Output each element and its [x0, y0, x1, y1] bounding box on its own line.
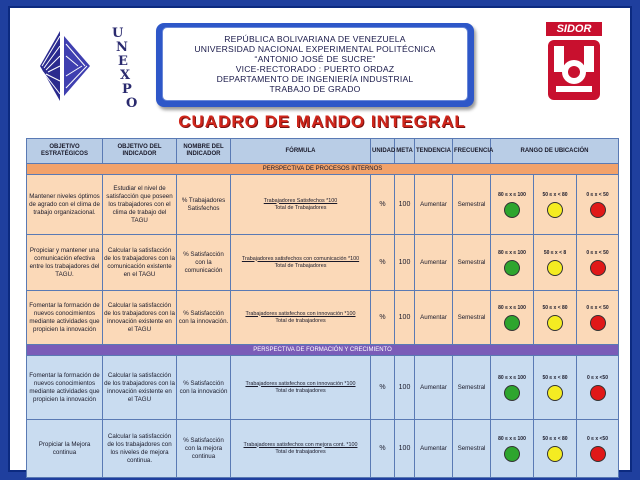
- table-row: [27, 291, 619, 345]
- yellow-light-icon: [547, 385, 563, 401]
- formula-numerator: Trabajadores satisfechos con innovación *100: [245, 380, 356, 387]
- strategic-objective-cell: Fomentar la formación de nuevos conocimientos mediante actividades que propicien la innovación: [27, 356, 103, 420]
- header-line: VICE-RECTORADO : PUERTO ORDAZ: [235, 64, 395, 74]
- range-yellow-cell: [534, 175, 577, 235]
- sidor-logo: [536, 22, 612, 108]
- range-label: 50 ≤ x < 80: [542, 304, 568, 311]
- formula-cell: [231, 420, 371, 478]
- formula-denominator: Total de Trabajadores: [274, 262, 327, 269]
- range-green-cell: [491, 175, 534, 235]
- column-header: OBJETIVO ESTRATÉGICOS: [27, 139, 103, 164]
- column-header: FRECUENCIA: [453, 139, 491, 164]
- unit-cell: %: [371, 420, 395, 478]
- green-light-icon: [504, 202, 520, 218]
- range-green-cell: [491, 356, 534, 420]
- range-label: 0 ≤ x <50: [587, 435, 608, 442]
- section-row: [27, 164, 619, 175]
- logo-letter: N: [116, 40, 128, 55]
- unit-cell: %: [371, 235, 395, 291]
- yellow-light-icon: [547, 202, 563, 218]
- column-header: UNIDAD: [371, 139, 395, 164]
- indicator-name-cell: % Satisfacción con la innovación: [177, 356, 231, 420]
- sidor-label: SIDOR: [546, 22, 602, 36]
- indicator-objective-cell: Estudiar el nivel de satisfacción que poseen los trabajadores con el clima de trabajo del TAGU: [103, 175, 177, 235]
- indicator-name-cell: % Satisfacción con la comunicación: [177, 235, 231, 291]
- range-green-cell: [491, 420, 534, 478]
- trend-cell: Aumentar: [415, 356, 453, 420]
- green-light-icon: [504, 315, 520, 331]
- range-green-cell: [491, 235, 534, 291]
- range-label: 50 ≤ x < 80: [542, 191, 568, 198]
- range-red-cell: [577, 420, 619, 478]
- sidor-emblem-icon: [536, 22, 612, 108]
- section-title: PERSPECTIVA DE PROCESOS INTERNOS: [27, 164, 619, 175]
- trend-cell: Aumentar: [415, 235, 453, 291]
- indicator-objective-cell: Calcular la satisfacción de los trabajadores con la comunicación existente en el TAGU: [103, 235, 177, 291]
- formula-numerator: Trabajadores Satisfechos *100: [263, 197, 338, 204]
- range-label: 0 ≤ x < 50: [586, 304, 609, 311]
- yellow-light-icon: [547, 260, 563, 276]
- section-title: PERSPECTIVA DE FORMACIÓN Y CRECIMIENTO: [27, 345, 619, 356]
- goal-cell: 100: [395, 420, 415, 478]
- column-header: RANGO DE UBICACIÓN: [491, 139, 619, 164]
- formula-cell: [231, 175, 371, 235]
- institution-banner: [156, 23, 474, 107]
- unit-cell: %: [371, 175, 395, 235]
- goal-cell: 100: [395, 356, 415, 420]
- range-yellow-cell: [534, 420, 577, 478]
- range-label: 80 ≤ x ≤ 100: [498, 249, 526, 256]
- indicator-name-cell: % Satisfacción con la innovación.: [177, 291, 231, 345]
- green-light-icon: [504, 260, 520, 276]
- goal-cell: 100: [395, 175, 415, 235]
- balanced-scorecard-table: [26, 138, 619, 478]
- header-line: TRABAJO DE GRADO: [269, 84, 361, 94]
- formula-numerator: Trabajadores satisfechos con mejora cont. *100: [243, 441, 358, 448]
- formula-cell: [231, 291, 371, 345]
- unexpo-logo: [30, 26, 140, 116]
- strategic-objective-cell: Fomentar la formación de nuevos conocimientos mediante actividades que propicien la innovación: [27, 291, 103, 345]
- page-title: CUADRO DE MANDO INTEGRAL: [178, 112, 466, 131]
- range-label: 0 ≤ x < 50: [586, 249, 609, 256]
- unexpo-emblem-icon: [30, 26, 100, 106]
- header-line: “ANTONIO JOSÉ DE SUCRE”: [254, 54, 376, 64]
- indicator-objective-cell: Calcular la satisfacción de los trabajadores con la innovación existente en el TAGU: [103, 291, 177, 345]
- range-label: 50 ≤ x < 80: [542, 374, 568, 381]
- range-label: 0 ≤ x < 50: [586, 191, 609, 198]
- range-label: 0 ≤ x <50: [587, 374, 608, 381]
- range-label: 50 ≤ x < 80: [542, 435, 568, 442]
- table-row: [27, 235, 619, 291]
- column-header: TENDENCIA: [415, 139, 453, 164]
- range-label: 80 ≤ x ≤ 100: [498, 374, 526, 381]
- range-red-cell: [577, 175, 619, 235]
- formula-denominator: Total de trabajadores: [275, 448, 326, 455]
- range-red-cell: [577, 291, 619, 345]
- header-line: DEPARTAMENTO DE INGENIERÍA INDUSTRIAL: [216, 74, 414, 84]
- table-header-row: [27, 139, 619, 164]
- green-light-icon: [504, 446, 520, 462]
- frequency-cell: Semestral: [453, 356, 491, 420]
- logo-letter: O: [126, 96, 138, 111]
- range-yellow-cell: [534, 291, 577, 345]
- unit-cell: %: [371, 356, 395, 420]
- formula-denominator: Total de Trabajadores: [274, 204, 327, 211]
- red-light-icon: [590, 315, 606, 331]
- range-label: 80 ≤ x ≤ 100: [498, 191, 526, 198]
- red-light-icon: [590, 202, 606, 218]
- range-yellow-cell: [534, 235, 577, 291]
- logo-letter: U: [112, 26, 124, 41]
- red-light-icon: [590, 260, 606, 276]
- slide: [8, 6, 632, 472]
- trend-cell: Aumentar: [415, 175, 453, 235]
- strategic-objective-cell: Mantener niveles óptimos de agrado con el clima de trabajo organizacional.: [27, 175, 103, 235]
- frequency-cell: Semestral: [453, 291, 491, 345]
- green-light-icon: [504, 385, 520, 401]
- strategic-objective-cell: Propiciar la Mejora continua: [27, 420, 103, 478]
- range-yellow-cell: [534, 356, 577, 420]
- unit-cell: %: [371, 291, 395, 345]
- goal-cell: 100: [395, 291, 415, 345]
- column-header: OBJETIVO DEL INDICADOR: [103, 139, 177, 164]
- indicator-objective-cell: Calcular la satisfacción de los trabajadores con los niveles de mejora continua.: [103, 420, 177, 478]
- red-light-icon: [590, 446, 606, 462]
- table-row: [27, 356, 619, 420]
- header-line: UNIVERSIDAD NACIONAL EXPERIMENTAL POLITÉCNICA: [194, 44, 436, 54]
- yellow-light-icon: [547, 446, 563, 462]
- range-label: 50 ≤ x < 8: [543, 249, 567, 256]
- header-line: REPÚBLICA BOLIVARIANA DE VENEZUELA: [224, 34, 406, 44]
- table-row: [27, 175, 619, 235]
- section-row: [27, 345, 619, 356]
- table-row: [27, 420, 619, 478]
- formula-numerator: Trabajadores satisfechos con comunicación *100: [241, 255, 360, 262]
- indicator-name-cell: % Satisfacción con la mejora continua: [177, 420, 231, 478]
- formula-numerator: Trabajadores satisfechos con innovación *100: [245, 310, 356, 317]
- goal-cell: 100: [395, 235, 415, 291]
- logo-letter: E: [118, 54, 128, 69]
- column-header: NOMBRE DEL INDICADOR: [177, 139, 231, 164]
- range-green-cell: [491, 291, 534, 345]
- indicator-name-cell: % Trabajadores Satisfechos: [177, 175, 231, 235]
- column-header: META: [395, 139, 415, 164]
- formula-cell: [231, 235, 371, 291]
- frequency-cell: Semestral: [453, 175, 491, 235]
- frequency-cell: Semestral: [453, 235, 491, 291]
- formula-denominator: Total de trabajadores: [275, 317, 326, 324]
- strategic-objective-cell: Propiciar y mantener una comunicación efectiva entre los trabajadores del TAGU.: [27, 235, 103, 291]
- red-light-icon: [590, 385, 606, 401]
- range-red-cell: [577, 235, 619, 291]
- trend-cell: Aumentar: [415, 420, 453, 478]
- logo-letter: X: [120, 68, 131, 83]
- range-red-cell: [577, 356, 619, 420]
- logo-letter: P: [122, 82, 132, 97]
- formula-cell: [231, 356, 371, 420]
- formula-denominator: Total de trabajadores: [275, 387, 326, 394]
- range-label: 80 ≤ x ≤ 100: [498, 304, 526, 311]
- column-header: FÓRMULA: [231, 139, 371, 164]
- indicator-objective-cell: Calcular la satisfacción de los trabajadores con la innovación existente en el TAGU: [103, 356, 177, 420]
- yellow-light-icon: [547, 315, 563, 331]
- frequency-cell: Semestral: [453, 420, 491, 478]
- range-label: 80 ≤ x ≤ 100: [498, 435, 526, 442]
- trend-cell: Aumentar: [415, 291, 453, 345]
